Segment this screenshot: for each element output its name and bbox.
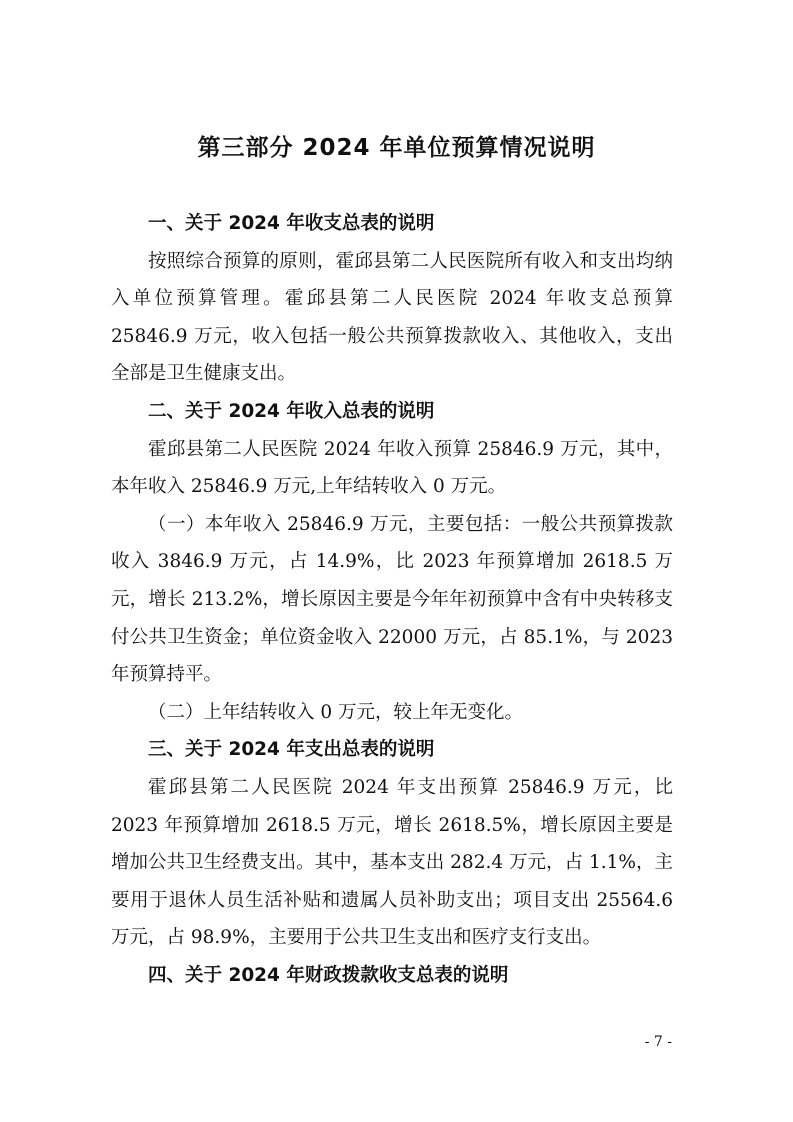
paragraph-carryover-income: （二）上年结转收入 0 万元，较上年无变化。 [148, 701, 524, 723]
section-heading-2: 二、关于 2024 年收入总表的说明 [148, 400, 435, 422]
page-title: 第三部分 2024 年单位预算情况说明 [197, 135, 596, 161]
section-heading-3: 三、关于 2024 年支出总表的说明 [148, 739, 435, 761]
paragraph-budget-overview: 按照综合预算的原则，霍邱县第二人民医院所有收入和支出均纳入单位预算管理。霍邱县第二人民医院 2024 年收支总预算 25846.9 万元，收入包括一般公共预算拨款收入、其他收入，支出全部是卫生健康支出。 [111, 250, 673, 385]
section-heading-4: 四、关于 2024 年财政拨款收支总表的说明 [148, 964, 509, 986]
page-number: - 7 - [644, 1034, 672, 1050]
paragraph-expenditure-total: 霍邱县第二人民医院 2024 年支出预算 25846.9 万元，比 2023 年预算增加 2618.5 万元，增长 2618.5%，增长原因主要是增加公共卫生经费支出。其中，基本支出 282.4 万元，占 1.1%，主要用于退休人员生活补贴和遗属人员补助支出；项目支出 25564.6 万元，占 98.9%，主要用于公共卫生支出和医疗支行支出。 [111, 776, 673, 949]
document-body [111, 205, 673, 994]
paragraph-income-total: 霍邱县第二人民医院 2024 年收入预算 25846.9 万元，其中，本年收入 25846.9 万元,上年结转收入 0 万元。 [111, 438, 673, 498]
section-heading-1: 一、关于 2024 年收支总表的说明 [148, 213, 435, 234]
paragraph-current-year-income: （一）本年收入 25846.9 万元，主要包括：一般公共预算拨款收入 3846.9 万元，占 14.9%，比 2023 年预算增加 2618.5 万元，增长 213.2%，增长原因主要是今年年初预算中含有中央转移支付公共卫生资金；单位资金收入 22000 万元，占 85.1%，与 2023 年预算持平。 [111, 513, 673, 686]
